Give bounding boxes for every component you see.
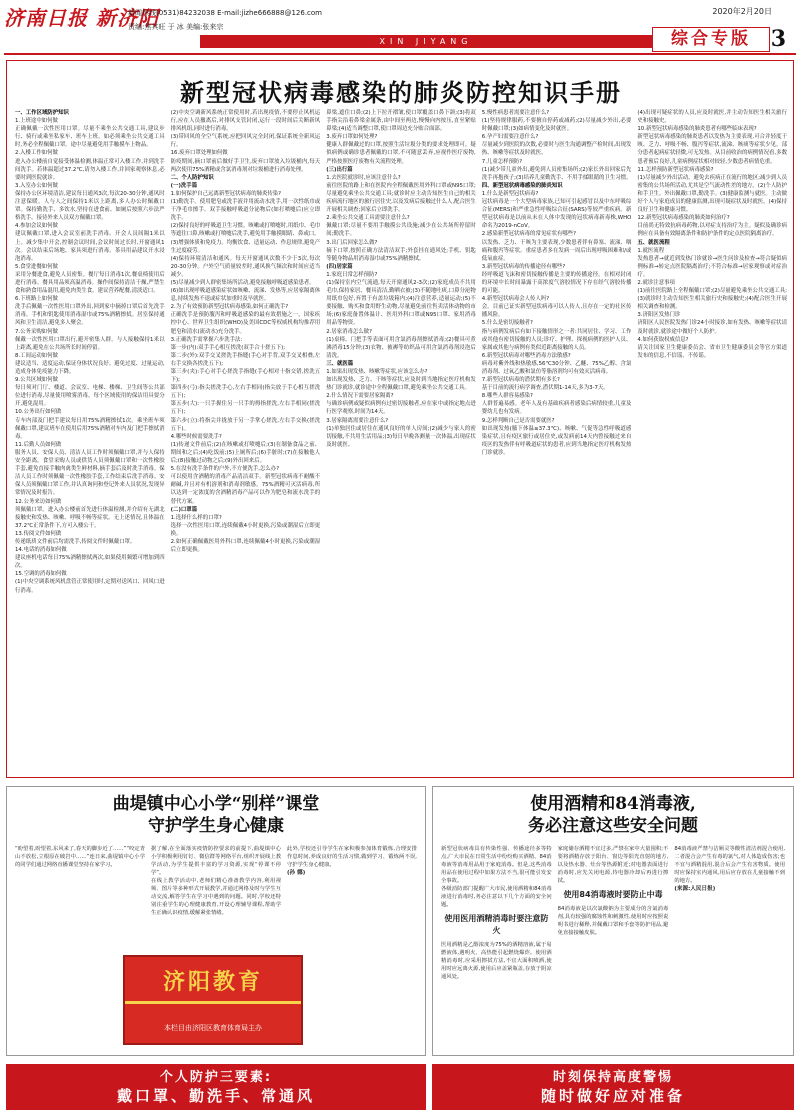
article-paragraph: 13.传阅文件如何做 <box>15 530 62 537</box>
safety-paragraph: 各级消防部门提醒广大市民,使用酒精和84消毒液进行消毒时,务必注意以下几个方面的安全问题。 <box>441 886 552 908</box>
article-paragraph: (2)中央空调新风系统正常使用时,若出现疫情,不要停止风机运行,应在人员撤离后,对排风支管封闭,运行一段时间后关断新风排风机组,同时进行消毒。 <box>170 110 321 133</box>
article-paragraph: (1)前往医院路上全程佩戴口罩;(2)尽量避免乘坐公共交通工具;(3)就诊时主动告知医生相关旅行史和接触史;(4)配合医生开展相关调查和检测。 <box>637 288 787 311</box>
article-paragraph: 采用分餐进食,避免人员密集。餐厅每日消毒1次,餐桌椅使用后进行消毒。餐具用品须高温消毒。操作间保持清洁干燥,严禁生食和熟食用品混用,避免肉类生食。建议营养配餐,清淡适口。 <box>15 271 165 295</box>
article-column <box>326 109 476 771</box>
article-paragraph: 建议佩戴口罩,进入会议室前洗手消毒。开会人员间隔1米以上。减少集中开会,控制会议时间,会议时间过长时,开窗通风1次。会议结束后场地、家具须进行消毒。茶具用品建议开水浸泡消毒。 <box>15 231 165 262</box>
article-paragraph: (1)传递文件前后;(2)在咳嗽或打喷嚏后;(3)在制备食品之前、期间和之后;(4)吃饭前;(5)上厕所后;(6)手脏时;(7)在接触他人后;(8)接触过动物之后;(9)外出回来后。 <box>170 441 321 465</box>
article-paragraph: (4)出现可疑症状的人员,应及时就医,并主动告知医生相关旅行史和接触史。 <box>637 110 787 125</box>
article-paragraph: 5.食堂进餐如何做 <box>15 263 58 270</box>
main-title: 新型冠状病毒感染的肺炎防控知识手册 <box>180 78 622 107</box>
article-paragraph: 防疫期间,摘口罩前后做好手卫生,废弃口罩放入垃圾桶内,每天两次使用75%酒精或含氯消毒剂对垃圾桶进行消毒处理。 <box>170 158 321 173</box>
safety-paragraph: 84消毒液是以次氯酸钠为主要成分的含氯消毒剂,具有较强的腐蚀性和刺激性,使用时应按照说明书进行稀释,并佩戴口罩和手套等防护用品,避免直接接触皮肤。 <box>557 906 669 936</box>
article-paragraph: 第三步(夹):手心对手心搓洗手指缝(手心相对十指交错,搓洗五下); <box>170 369 321 384</box>
school-story-title <box>7 787 425 837</box>
article-paragraph: 6.下班路上如何做 <box>15 296 58 303</box>
article-paragraph: 冠状病毒是一个大型病毒家族,已知可引起感冒以及中东呼吸综合征(MERS)和严重急性呼吸综合征(SARS)等较严重疾病。新型冠状病毒是以前从未在人体中发现的冠状病毒新毒株,WHO命名为2019-nCoV。 <box>481 199 632 230</box>
article-paragraph: 发热患者→就近到发热门诊就诊→医生问诊及检查→符合疑似病例标准→转定点医院隔离治疗;不符合标准→居家观察或对症治疗。 <box>637 255 787 278</box>
article-paragraph: 1.上班途中如何做 <box>15 118 58 125</box>
safety-story <box>432 786 794 1056</box>
article-paragraph: 8.工间运动如何做 <box>15 352 58 359</box>
article-paragraph: (1)保持室内空气流通,每天开窗通风2-3次;(2)家庭成员不共用毛巾,保持家居、餐具清洁,勤晒衣被;(3)不随地吐痰,口鼻分泌物用纸巾包好,弃置于有盖垃圾箱内;(4)注意营养,适量运动;(5)不要接触、购买和食用野生动物,尽量避免前往售卖活体动物的市场;(6)家庭备置体温计、医用外科口罩或N95口罩、家用消毒用品等物资。 <box>326 279 476 327</box>
school-story-column <box>287 845 417 1049</box>
article-paragraph: 5.什么是密切接触者? <box>481 320 533 327</box>
subsection-heading: (一)洗手篇 <box>170 182 198 189</box>
subsection-heading: (三)出行篇 <box>326 166 353 173</box>
article-paragraph: 12.新型冠状病毒感染的肺炎如何治疗? <box>637 215 730 222</box>
article-column <box>15 109 165 771</box>
section-heading: 五、就医流程 <box>637 239 670 246</box>
article-paragraph: 洗手后佩戴一次性医用口罩外出,回到家中摘掉口罩后首先洗手消毒。手机和钥匙使用消毒湿巾或75%酒精擦拭。居室保持通风和卫生清洁,避免多人聚会。 <box>15 304 165 327</box>
article-paragraph: 选择一次性医用口罩,连续佩戴4小时更换,污染或潮湿后立即更换。 <box>170 522 321 537</box>
article-paragraph: 15.空调的消毒如何做 <box>15 571 67 578</box>
article-paragraph: 4.哪些时候需要洗手? <box>170 433 222 440</box>
article-paragraph: 6.孕产妇需要注意什么? <box>481 134 539 141</box>
editor-credits: 责编:焦其旺 于 冰 美编:张来宗 <box>128 23 224 31</box>
article-paragraph: 保持办公区环境清洁,建议每日通风3次,每次20-30分钟,通风时注意保暖。人与人之间保持1米以上距离,多人办公时佩戴口罩。保持勤洗手、多饮水,坚持在进食前、如厕后按照六步法严格洗手。接待外来人员双方佩戴口罩。 <box>15 190 165 222</box>
safety-story-title-line-1: 使用酒精和84消毒液, <box>530 794 696 814</box>
safety-paragraph: 医用酒精是乙醇浓度为75%的酒精溶液,属于易燃液体,遇明火、高热能引起燃烧爆炸。使用酒精消毒时,应采用擦拭方法,不宜大面积喷洒,使用时应远离火源,使用后应盖紧瓶盖,存放于阴凉通风处。 <box>441 942 552 980</box>
article-paragraph: 10.新型冠状病毒感染的肺炎患者有哪些临床表现? <box>637 126 757 133</box>
article-paragraph: 前往医院的路上和在医院内全程佩戴医用外科口罩或N95口罩;尽量避免乘坐公共交通工具;就诊时应主动告知医生自己的相关疾病流行地区的旅行居住史,以及发病后接触过什么人,配合医生开展相关调查;回家后立即洗手。 <box>326 182 476 214</box>
article-paragraph: (3)增强体质和免疫力。均衡饮食、适量运动、作息规律,避免产生过度疲劳。 <box>170 239 321 254</box>
article-paragraph: 4.如何获取权威信息? <box>637 336 689 343</box>
article-column <box>482 109 632 771</box>
safety-paragraph: 家庭储存酒精不宜过多,严禁在家中大量囤积;不要将酒精存放于阳台、窗边等阳光直射的地方,以及热水器、灶台等热源附近;对电器表面进行消毒时,应先关闭电源,待电器冷却后再进行擦拭。 <box>557 846 669 884</box>
article-paragraph: 如出现发热(腋下体温≥37.3℃)、咳嗽、气促等急性呼吸道感染症状,且有疫区旅行或居住史,或发病前14天内曾接触过来自疫区的发热伴有呼吸道症状的患者,应到当地指定医疗机构发热门诊就诊。 <box>481 425 632 456</box>
issue-date: 2020年2月20日 <box>712 7 772 16</box>
article-paragraph: 第六步(立):将指尖并拢放于另一手掌心搓洗,左右手交换(搓洗五下)。 <box>170 417 321 432</box>
article-paragraph: 1.去医院就诊时,应该注意什么? <box>326 174 401 181</box>
article-paragraph: 9.怎样判断自己是否需要就医? <box>481 417 555 424</box>
safety-story-column <box>674 845 785 1049</box>
article-paragraph: 3.入室办公如何做 <box>15 182 58 189</box>
section-heading: 三、就医篇 <box>326 360 354 367</box>
article-paragraph: 尽量减少到医院的次数,必要时与医生沟通调整产检时间,出现发热、咳嗽等症状及时就医。 <box>481 142 632 157</box>
article-paragraph: 进入办公楼前自觉接受体温检测,体温正常可入楼工作,并到洗手间洗手。若体温超过37.2℃,请勿入楼工作,并回家观察休息,必要时到医院就诊。 <box>15 158 165 181</box>
xin-jiyang-bar: XIN JIYANG <box>200 35 652 48</box>
article-paragraph: 服务人员、安保人员、清洁人员工作时须佩戴口罩,并与人保持安全距离。食堂采购人员或供货人员须佩戴口罩和一次性橡胶手套,避免直接手触肉禽类生鲜材料,摘手套后及时洗手消毒。保洁人员工作时须佩戴一次性橡胶手套,工作结束后洗手消毒。安保人员须佩戴口罩工作,并认真询问和登记外来人员状况,发现异常情况及时报告。 <box>15 449 165 497</box>
article-paragraph: 1.什么是新型冠状病毒? <box>481 190 539 197</box>
school-story-title-line-1: 曲堤镇中心小学“别样”课堂 <box>112 794 320 814</box>
article-paragraph: 第一步(内):双手手心相互搓洗(双手合十搓五下); <box>170 344 286 351</box>
safety-paragraph: 新型冠状病毒具有传染性强、传播途径多等特点,广大市民在日常生活中纷纷购买酒精、84消毒液等消毒用品用于家庭消毒。但是,这些消毒用品在使用过程中如果方法不当,很可能引发安全事故。 <box>441 846 552 884</box>
article-paragraph: 可以使用含酒精的消毒产品清洁双手。新型冠状病毒不耐酸不耐碱,并且对有机溶剂和消毒剂敏感。75%酒精可灭活病毒,所以达到一定浓度的含酒精消毒产品可以作为肥皂和流水洗手的替代方案。 <box>170 474 321 505</box>
school-story-title-line-2: 守护学生身心健康 <box>148 816 284 836</box>
education-ad-subtitle: 本栏目由济阳区教育体育局主办 <box>164 1024 262 1032</box>
article-paragraph: 新型冠状病毒感染的肺炎患者以发热为主要表现,可合并轻度干咳、乏力、呼吸不畅、腹泻等症状,流涕、咳痰等症状少见。部分患者起病症状轻微,可无发热。从目前收治的病例情况看,多数患者预后良好,儿童病例症状相对较轻,少数患者病情危重。 <box>637 134 787 165</box>
article-paragraph: (1)中央空调系统风机盘管正常使用时,定期对送风口、回风口进行消毒。 <box>15 579 165 594</box>
article-paragraph: 1.如果出现发热、咳嗽等症状,应该怎么办? <box>326 369 428 375</box>
banner-protection-line-2: 戴口罩、勤洗手、常通风 <box>116 1087 315 1105</box>
article-paragraph: 3.新型冠状病毒的传播途径有哪些? <box>481 263 566 270</box>
article-paragraph: 4.新型冠状病毒会人传人吗? <box>481 296 550 303</box>
article-paragraph: 6.新型冠状病毒对哪些消毒方法敏感? <box>481 352 571 359</box>
banner-vigilance-line-2: 随时做好应对准备 <box>540 1087 685 1105</box>
article-paragraph: 专车内部及门把手建议每日用75%酒精擦拭1次。乘坐班车须佩戴口罩,建议班车在使用后用75%酒精对车内及门把手擦拭消毒。 <box>15 417 165 440</box>
article-paragraph: 建议座机电话每日75%酒精擦拭两次,如果使用频繁可增加到四次。 <box>15 555 165 570</box>
article-paragraph: 3.废弃口罩如何处理? <box>326 134 378 141</box>
article-paragraph: (4)保持环境清洁和通风。每天开窗通风次数不少于3次,每次20-30分钟。户外空气质量较差时,通风换气频次和时间应适当减少。 <box>170 255 321 278</box>
article-paragraph: 目前尚无特效抗病毒药物,以对症支持治疗为主。疑似及确诊病例应在具备有效隔离条件和防护条件的定点医院隔离治疗。 <box>637 223 787 238</box>
article-paragraph: 1.如何保护自己远离新型冠状病毒的肺炎传染? <box>170 190 282 197</box>
article-paragraph: 5.在没有洗手条件的户外,不方便洗手,怎么办? <box>170 466 280 473</box>
safety-paragraph: 84消毒液严禁与洁厕灵等酸性清洁剂混合使用,二者混合会产生有毒的氯气,对人体造成伤害;也不宜与酒精混用,混合后会产生有害物质。使用时应保持室内通风,用后应存放在儿童接触不到的地方。 <box>674 846 786 884</box>
article-paragraph: (1)减少带儿童外出,避免到人员密集场所;(2)家长外出回家后先洗手再抱孩子;(3)培养儿童勤洗手、不用手揉眼睛的卫生习惯。 <box>481 166 632 181</box>
school-story-byline: (孙 娜) <box>287 870 306 876</box>
article-paragraph: 11.怎样预防新型冠状病毒感染? <box>637 166 714 173</box>
article-paragraph: 3.居家隔离需要注意什么? <box>326 417 389 424</box>
article-paragraph: 2.什么情况下需要居家隔离? <box>326 393 394 400</box>
article-paragraph: 7.公务采购如何做 <box>15 328 58 335</box>
article-paragraph: 建议适当、适度运动,保证身体状况良好。避免过度、过量运动,造成身体免疫能力下降。 <box>15 360 165 375</box>
article-paragraph: 第五步(大):一只手握住另一只手的拇指搓洗,左右手相同(搓洗五下); <box>170 401 321 416</box>
article-paragraph: 第二步(外):双手交叉搓洗手指缝(手心对手背,双手交叉相叠,左右手交换各搓洗五下); <box>170 352 321 367</box>
article-paragraph: 9.公共区域如何做 <box>15 377 58 384</box>
safety-story-body <box>441 845 785 1049</box>
article-paragraph: 1.家庭日常怎样预防? <box>326 271 378 278</box>
safety-byline: (来源:人民日报) <box>674 886 716 892</box>
article-paragraph: 经呼吸道飞沫和密切接触传播是主要的传播途径。在相对封闭的环境中长时间暴露于高浓度气溶胶情况下存在经气溶胶传播的可能。 <box>481 271 632 295</box>
article-paragraph: (1)勤洗手。使用肥皂或洗手液并用流动水洗手,用一次性纸巾或干净毛巾擦手。双手接触呼吸道分泌物后(如打喷嚏后)应立即洗手。 <box>170 199 321 222</box>
article-paragraph: 第四步(弓):指尖搓洗手心,左右手相同(指尖放于手心相互搓洗五下); <box>170 385 321 400</box>
article-paragraph: 人群普遍易感。老年人及有基础疾病者感染后病情较重,儿童及婴幼儿也有发病。 <box>481 401 632 416</box>
article-paragraph: 4.参加会议如何做 <box>15 223 58 230</box>
banner-vigilance-line-1: 时刻保持高度警惕 <box>552 1070 673 1085</box>
article-paragraph: 3.出门后回家怎么做? <box>326 239 378 246</box>
article-paragraph: 佩戴一次性医用口罩出行,避开密集人群。与人接触保持1米以上距离,避免在公共场所长时间停留。 <box>15 336 165 351</box>
article-paragraph: 与确诊病例或疑似病例有过密切接触者,应在家中或指定地点进行医学观察,时间为14天。 <box>326 401 476 416</box>
education-ad-title: 济阳教育 <box>162 969 263 995</box>
article-paragraph: 5.慢性病患者需要注意什么? <box>481 110 550 116</box>
article-paragraph: 会。目前已证实新型冠状病毒可以人传人,且存在一定的社区传播风险。 <box>481 304 632 319</box>
article-paragraph: 8.哪些人群容易感染? <box>481 393 533 400</box>
section-tag: 综合专版 <box>652 27 770 52</box>
editorial-contact: 新闻热线(0531)84232038 E-mail:jizhe666888@126.com <box>128 9 323 17</box>
article-paragraph: 7.新型冠状病毒的潜伏期有多长? <box>481 377 560 384</box>
article-paragraph: 2.入楼工作如何做 <box>15 150 58 157</box>
section-heading: 四、新型冠状病毒感染的肺炎知识 <box>481 182 563 189</box>
education-ad-stripe <box>125 1001 301 1004</box>
safety-story-column <box>558 845 669 1049</box>
newspaper-logo: 济南日报 新济阳 <box>4 6 159 30</box>
article-paragraph: 2.感染新型冠状病毒的常见症状有哪些? <box>481 231 577 238</box>
article-paragraph: (1)桌椅、门把手等表面可用含氯消毒剂擦拭消毒;(2)餐具可煮沸消毒15分钟;(3)衣物、被褥等纺织品可用含氯消毒剂浸泡后清洗。 <box>326 336 476 359</box>
article-paragraph: 2.居家消毒怎么做? <box>326 328 372 335</box>
article-paragraph: 2.如何正确佩戴医用外科口罩,连续佩戴4小时更换,污染或潮湿后立即更换。 <box>170 538 321 554</box>
article-paragraph: 鼻梁,遮住口鼻;(2)上下拉开褶皱,使口罩覆盖口鼻下颌;(3)将双手指尖沿着鼻梁金属条,由中间至两边,慢慢向内按压,直至紧贴鼻梁;(4)适当调整口罩,使口罩周边充分贴合面部。 <box>326 110 476 133</box>
article-paragraph: 7.儿童怎样预防? <box>481 158 523 165</box>
article-paragraph: 佩戴口罩;尽量不要用手触摸公共设施;减少在公共场所停留时间;勤洗手。 <box>326 223 476 238</box>
article-paragraph: 2.就诊注意事项 <box>637 279 675 286</box>
main-feature-box <box>6 60 794 778</box>
section-heading: 一、工作区域防护知识 <box>15 110 69 116</box>
article-paragraph: 传递纸质文件前后均需洗手,传阅文件时佩戴口罩。 <box>15 538 136 545</box>
article-paragraph: 11.后勤人员如何做 <box>15 441 62 448</box>
article-paragraph: 每日须对门厅、楼道、会议室、电梯、楼梯、卫生间等公共部位进行消毒,尽量使用喷雾消毒。每个区域使用的保洁用具要分开,避免混用。 <box>15 385 165 408</box>
article-paragraph: 健康人群佩戴过的口罩,按照生活垃圾分类的要求处理即可。疑似病例或确诊患者佩戴的口罩,不可随意丢弃,应视作医疗废物,严格按照医疗废物有关流程处理。 <box>326 142 476 165</box>
article-paragraph: 2.乘坐公共交通工具需要注意什么? <box>326 215 410 222</box>
subsection-heading: (二)口罩篇 <box>170 506 198 513</box>
page-number: 3 <box>770 26 786 52</box>
education-ad <box>123 955 303 1045</box>
article-paragraph: (5)尽量减少到人群密集场所活动,避免接触呼吸道感染患者。 <box>170 279 315 286</box>
article-paragraph: 摘下口罩,按照正确方法清洁双手;外套挂在通风处;手机、钥匙等随身物品用消毒湿巾或75%酒精擦拭。 <box>326 247 476 262</box>
main-article-columns <box>15 109 787 771</box>
banner-protection <box>6 1064 426 1110</box>
article-column <box>171 109 321 771</box>
school-story <box>6 786 426 1056</box>
school-story-paragraph: 此外,学校还引导学生在家积极参加体育锻炼,合理安排作息时间,养成良好的生活习惯,做到学习、锻炼两不误,守护学生身心健康。 <box>287 846 417 868</box>
article-paragraph: (1)尽量减少外出活动。避免去疾病正在流行的地区;减少到人员密集的公共场所活动,尤其是空气流动性差的地方。(2)个人防护和手卫生。外出佩戴口罩,勤洗手。(3)健康监测与就医。主动做好个人与家庭成员的健康监测,出现可疑症状及时就医。(4)保持良好卫生和健康习惯。 <box>637 174 787 214</box>
article-paragraph: 14.电话的消毒如何做 <box>15 547 67 554</box>
safety-subhead-84: 使用84消毒液时要防止中毒 <box>563 890 663 899</box>
article-paragraph: 济阳区人民医院发热门诊24小时接诊,如有发热、咳嗽等症状请及时就诊,就诊途中做好个人防护。 <box>637 320 787 335</box>
article-paragraph: (3)带回风的全空气系统,应把回风完全封闭,保证系统全新风运行。 <box>170 134 321 149</box>
masthead <box>0 0 800 56</box>
article-paragraph: 须佩戴口罩。进入办公楼前首先进行体温检测,并介绍有无湖北接触史和发热、咳嗽、呼吸不畅等症状。无上述情况,且体温在37.2℃正常条件下,方可入楼公干。 <box>15 506 165 529</box>
section-heading: 二、个人防护知识 <box>170 174 214 181</box>
article-paragraph: 1.就医流程 <box>637 247 665 254</box>
article-paragraph: 12.公务来访如何做 <box>15 498 62 505</box>
article-paragraph: 正确佩戴一次性医用口罩。尽量不乘坐公共交通工具,建议步行、骑行或乘坐私家车、班车上班。如必须乘坐公共交通工具时,务必全程佩戴口罩。途中尽量避免用手触摸车上物品。 <box>15 126 165 149</box>
article-paragraph: 10.公务出行如何做 <box>15 409 62 416</box>
subsection-heading: (四)居家篇 <box>326 263 353 270</box>
school-story-paragraph: “盼望着,盼望着,东风来了,春天的脚步近了……”“咬定青山不放松,立根原在破岩中……”连日来,曲堤镇中心小学的同学们通过网络直播课堂坚持在家学习。 <box>15 846 145 868</box>
safety-story-column <box>441 845 552 1049</box>
safety-story-title <box>433 787 793 837</box>
top-rule <box>4 53 796 55</box>
article-paragraph: (1)坚持规律服药,不要擅自停药或减药;(2)尽量减少外出,必要时佩戴口罩;(3)如病情变化及时就医。 <box>481 118 632 133</box>
banner-vigilance <box>432 1064 794 1110</box>
article-paragraph: 基于目前的流行病学调查,潜伏期1-14天,多为3-7天。 <box>481 385 609 392</box>
article-column <box>637 109 787 771</box>
article-paragraph: (1)单独居住或居住在通风良好的单人房间;(2)减少与家人的密切接触,不共用生活用品;(3)每日早晚各测量一次体温,出现症状及时就医。 <box>326 425 476 448</box>
school-story-paragraph: 在线上教学活动中,老师们精心准备教学内容,利用视频、图片等多种形式开展教学,并通过网络及时与学生互动交流,解答学生在学习中遇到的问题。同时,学校还特别注重学生的心理健康教育,开设心理辅导课程,帮助学生正确认识疫情,缓解紧张情绪。 <box>151 878 281 916</box>
banner-protection-line-1: 个人防护三要素: <box>159 1070 273 1085</box>
safety-story-title-line-2: 务必注意这些安全问题 <box>528 816 698 836</box>
article-paragraph: (2)保持良好的呼吸道卫生习惯。咳嗽或打喷嚏时,用纸巾、毛巾等遮住口鼻,咳嗽或打喷嚏后洗手,避免用手触摸眼睛、鼻或口。 <box>170 223 321 238</box>
article-paragraph: (6)如出现呼吸道感染症状如咳嗽、流涕、发热等,应居家隔离休息,持续发热不退或症状加重时及早就医。 <box>170 288 321 303</box>
article-paragraph: 1.选择什么样的口罩? <box>170 514 222 521</box>
article-paragraph: 3.正确洗手需掌握六步洗手法: <box>170 336 243 343</box>
article-paragraph: 16.废弃口罩处理如何做 <box>170 150 228 157</box>
article-paragraph: 病毒对紫外线和热敏感,56℃30分钟、乙醚、75%乙醇、含氯消毒剂、过氧乙酸和氯仿等脂溶剂均可有效灭活病毒。 <box>481 360 632 375</box>
article-paragraph: 以发热、乏力、干咳为主要表现,少数患者伴有鼻塞、流涕、咽痛和腹泻等症状。重症患者多在发病一周后出现呼吸困难和/或低氧血症。 <box>481 239 632 262</box>
article-paragraph: 2.为了有效预防新型冠状病毒感染,如何正确洗手? <box>170 304 289 311</box>
article-paragraph: 如出现发热、乏力、干咳等症状,应及时到当地指定医疗机构发热门诊就诊,就诊途中全程佩戴口罩,避免乘坐公共交通工具。 <box>326 377 476 392</box>
article-paragraph: 正确洗手是预防腹泻和呼吸道感染的最有效措施之一。国家疾控中心、世界卫生组织(WHO)及美国CDC等权威机构均推荐用肥皂和清水(流动水)充分洗手。 <box>170 312 321 335</box>
article-paragraph: 请关注国家卫生健康委员会、省市卫生健康委员会等官方渠道发布的信息,不信谣、不传谣。 <box>637 344 787 359</box>
article-paragraph: 3.济阳区发热门诊 <box>637 312 681 319</box>
safety-subhead-alcohol: 使用医用酒精消毒时要注意防火 <box>444 914 549 935</box>
article-paragraph: 指与病例发病后有如下接触情形之一者:共同居住、学习、工作或其他有密切接触的人员;诊疗、护理、探视病例的医护人员、家属或其他与病例有类似近距离接触的人员。 <box>481 328 632 351</box>
school-story-paragraph: 据了解,在全面落实疫情防控要求的前提下,曲堤镇中心小学积极利用钉钉、微信群等网络平台,组织开展线上教学活动,为学生提供丰富的学习资源,实现“停课不停学”。 <box>151 846 281 876</box>
